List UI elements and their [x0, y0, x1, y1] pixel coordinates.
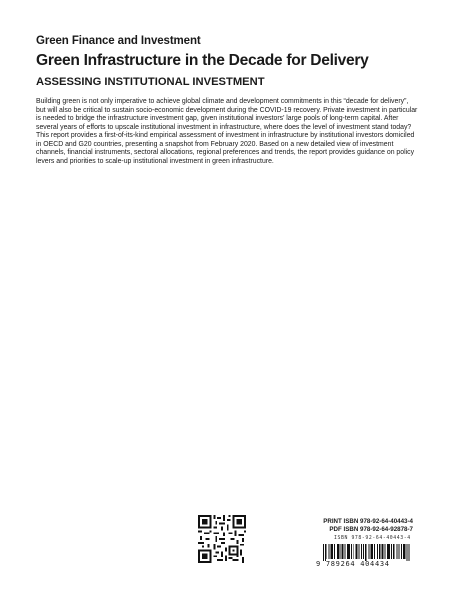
print-isbn: PRINT ISBN 978-92-64-40443-4 [323, 518, 413, 525]
barcode-bar [330, 544, 331, 559]
qr-code-icon [198, 515, 246, 563]
barcode-bar [326, 544, 327, 559]
barcode-bar [370, 544, 371, 559]
barcode-bar [391, 544, 392, 559]
barcode-bar [342, 544, 343, 559]
barcode-bar [388, 544, 389, 559]
barcode-bar [325, 544, 326, 561]
barcode-bar [382, 544, 383, 559]
barcode-bar [349, 544, 350, 559]
abstract-text: Building green is not only imperative to achieve global climate and development commitments in this “decade for delivery”, but will also be critical to sustain socio-economic development during the COVID-19 recovery. Private investment in particular is needed to bridge the infrastructure investment gap, given institutional investors’ large pools of long-term capital. After several years of efforts to upscale institutional investment in infrastructure, where does the level of investment stand today? This report provides a first-of-its-kind empirical assessment of investment in infrastructure by institutional investors domiciled in OECD and G20 countries, presenting a snapshot from February 2020. Based on a new detailed view of investment channels, financial instruments, sectoral allocations, regional preferences and trends, the report provides guidance on policy levers and priorities to scale-up institutional investment in green infrastructure. [36, 98, 418, 165]
barcode-bar [348, 544, 349, 559]
barcode-bar [359, 544, 360, 559]
barcode-bar [383, 544, 384, 559]
barcode-bar [347, 544, 348, 559]
barcode-bar [380, 544, 381, 559]
barcode-bar [334, 544, 335, 559]
abstract [36, 98, 418, 166]
barcode-bar [387, 544, 388, 559]
page-subtitle: ASSESSING INSTITUTIONAL INVESTMENT [36, 76, 265, 88]
barcode-icon [316, 544, 413, 561]
page-title: Green Infrastructure in the Decade for Delivery [36, 52, 369, 69]
barcode-block [316, 536, 413, 568]
barcode-bar [399, 544, 400, 559]
barcode-bar [323, 544, 324, 561]
barcode-bar [331, 544, 332, 559]
barcode-bar [407, 544, 408, 561]
barcode-bar [384, 544, 385, 559]
barcode-bar [340, 544, 341, 559]
barcode-bar [366, 544, 367, 561]
barcode-digits: 9 789264 404434 [316, 560, 390, 568]
pdf-isbn: PDF ISBN 978-92-64-92878-7 [329, 525, 413, 533]
barcode-bar [365, 544, 366, 561]
barcode-caption: ISBN 978-92-64-40443-4 [334, 536, 411, 541]
barcode-bar [344, 544, 345, 559]
barcode-bar [356, 544, 357, 559]
barcode-bar [353, 544, 354, 559]
barcode-bar [374, 544, 375, 559]
barcode-bar [393, 544, 394, 559]
barcode-bar [338, 544, 339, 559]
barcode-bar [371, 544, 372, 559]
barcode-bar [369, 544, 370, 559]
barcode-bar [332, 544, 333, 559]
barcode-bar [394, 544, 395, 559]
barcode-bar [337, 544, 338, 559]
barcode-bar [361, 544, 362, 559]
barcode-bar [389, 544, 390, 559]
barcode-bar [404, 544, 405, 559]
series-name: Green Finance and Investment [36, 35, 201, 47]
barcode-bar [351, 544, 352, 559]
barcode-bar [379, 544, 380, 559]
barcode-bar [398, 544, 399, 559]
isbn-block [323, 518, 413, 533]
barcode-bar [343, 544, 344, 559]
barcode-bar [409, 544, 410, 561]
barcode-bar [356, 544, 357, 559]
barcode-bar [377, 544, 378, 559]
barcode-bar [401, 544, 402, 559]
barcode-bar [358, 544, 359, 559]
barcode-bar [363, 544, 364, 559]
barcode-bar [403, 544, 404, 559]
barcode-bar [405, 544, 406, 559]
barcode-bar [396, 544, 397, 559]
barcode-bar [329, 544, 330, 559]
barcode-bar [372, 544, 373, 559]
